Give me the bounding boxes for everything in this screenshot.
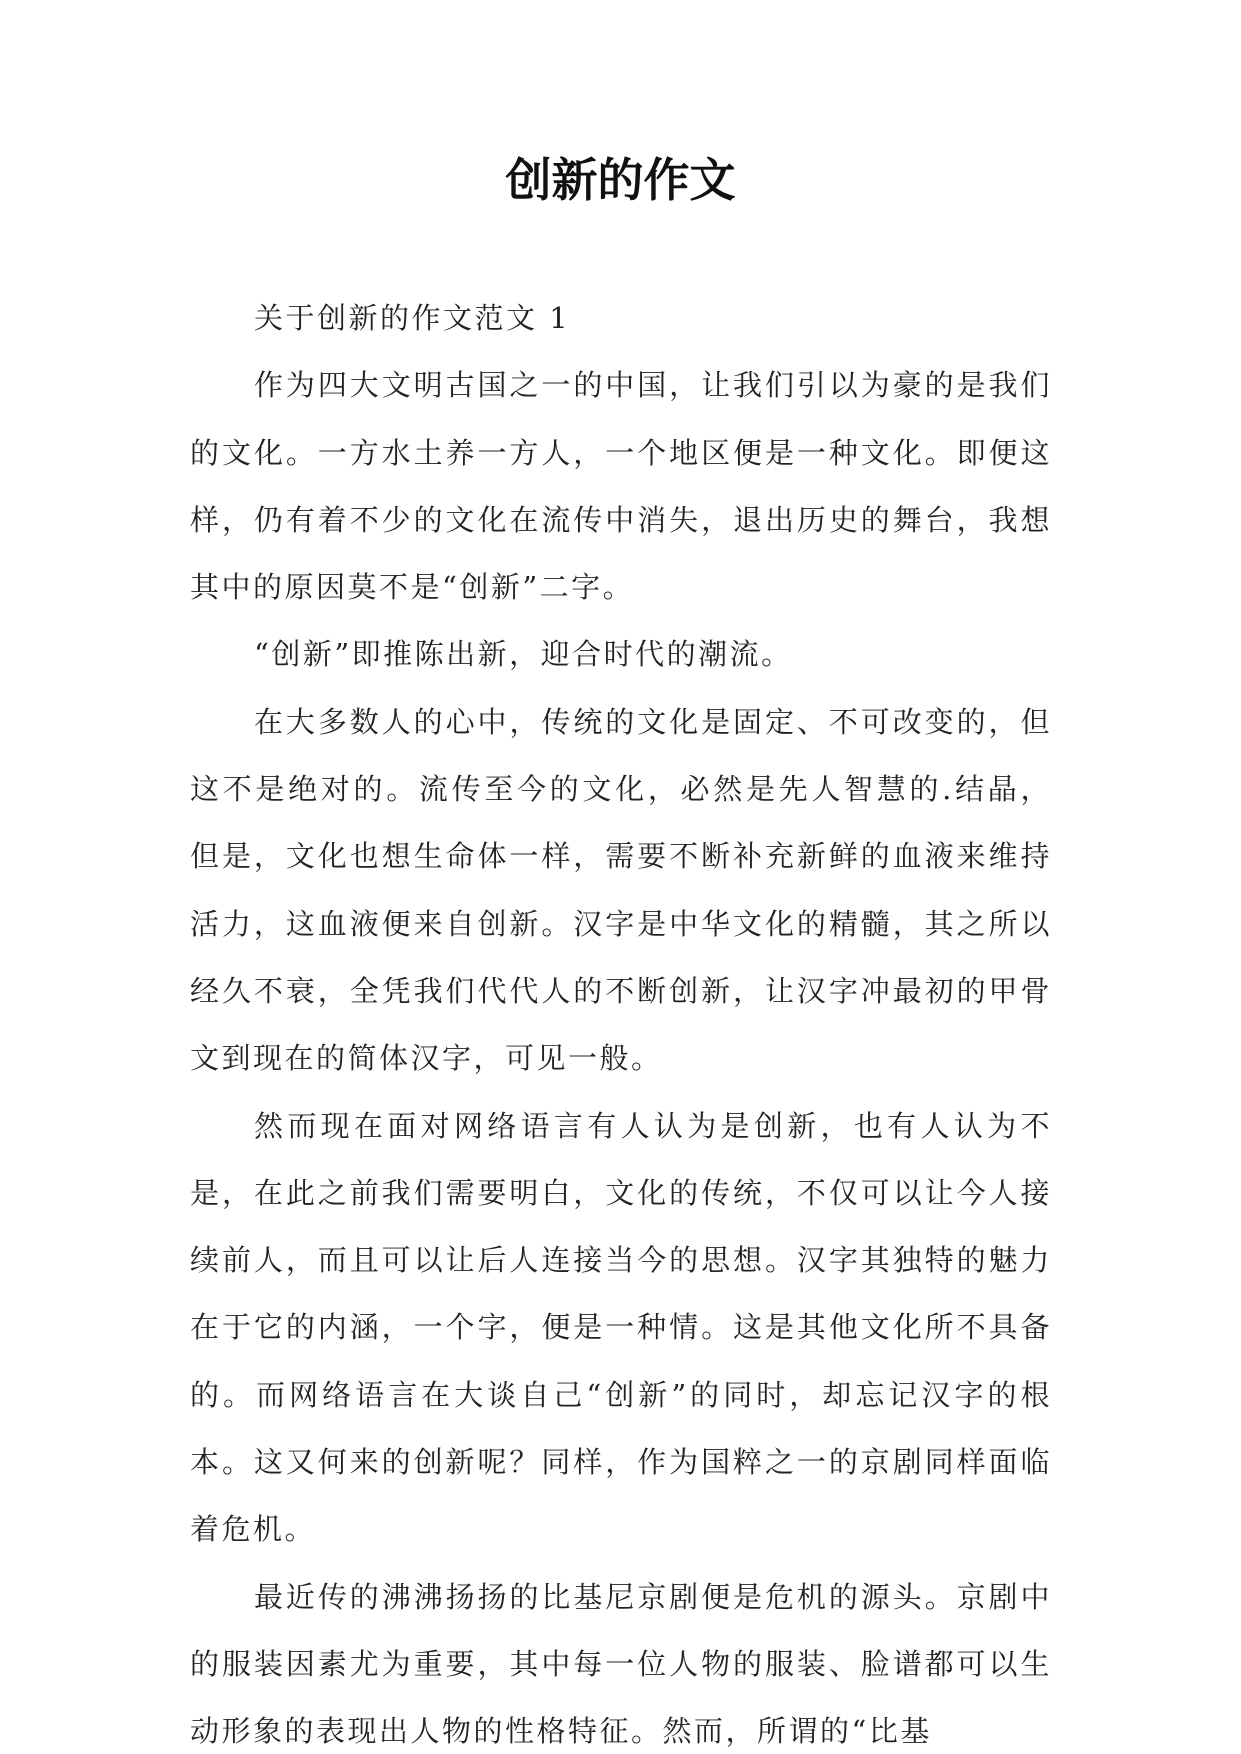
body-paragraph: 然而现在面对网络语言有人认为是创新，也有人认为不是，在此之前我们需要明白，文化的传统，不仅可以让今人接续前人，而且可以让后人连接当今的思想。汉字其独特的魅力在于它的内涵，一个字，便是一种情。这是其他文化所不具备的。而网络语言在大谈自己“创新”的同时，却忘记汉字的根本。这又何来的创新呢？同样，作为国粹之一的京剧同样面临着危机。 [190, 1108, 1052, 1547]
body-paragraph: 最近传的沸沸扬扬的比基尼京剧便是危机的源头。京剧中的服装因素尤为重要，其中每一位人物的服装、脸谱都可以生动形象的表现出人物的性格特征。然而，所谓的“比基 [190, 1579, 1052, 1749]
document-title: 创新的作文 [505, 153, 736, 207]
document-body [190, 285, 1052, 1754]
body-paragraph: 作为四大文明古国之一的中国，让我们引以为豪的是我们的文化。一方水土养一方人，一个地区便是一种文化。即便这样，仍有着不少的文化在流传中消失，退出历史的舞台，我想其中的原因莫不是“创新”二字。 [190, 368, 1052, 605]
section-heading: 关于创新的作文范文 1 [254, 301, 571, 335]
body-paragraph: “创新”即推陈出新，迎合时代的潮流。 [254, 637, 793, 672]
body-paragraph: 在大多数人的心中，传统的文化是固定、不可改变的，但这不是绝对的。流传至今的文化，必然是先人智慧的.结晶，但是，文化也想生命体一样，需要不断补充新鲜的血液来维持活力，这血液便来自创新。汉字是中华文化的精髓，其之所以经久不衰，全凭我们代代人的不断创新，让汉字冲最初的甲骨文到现在的简体汉字，可见一般。 [190, 704, 1052, 1076]
